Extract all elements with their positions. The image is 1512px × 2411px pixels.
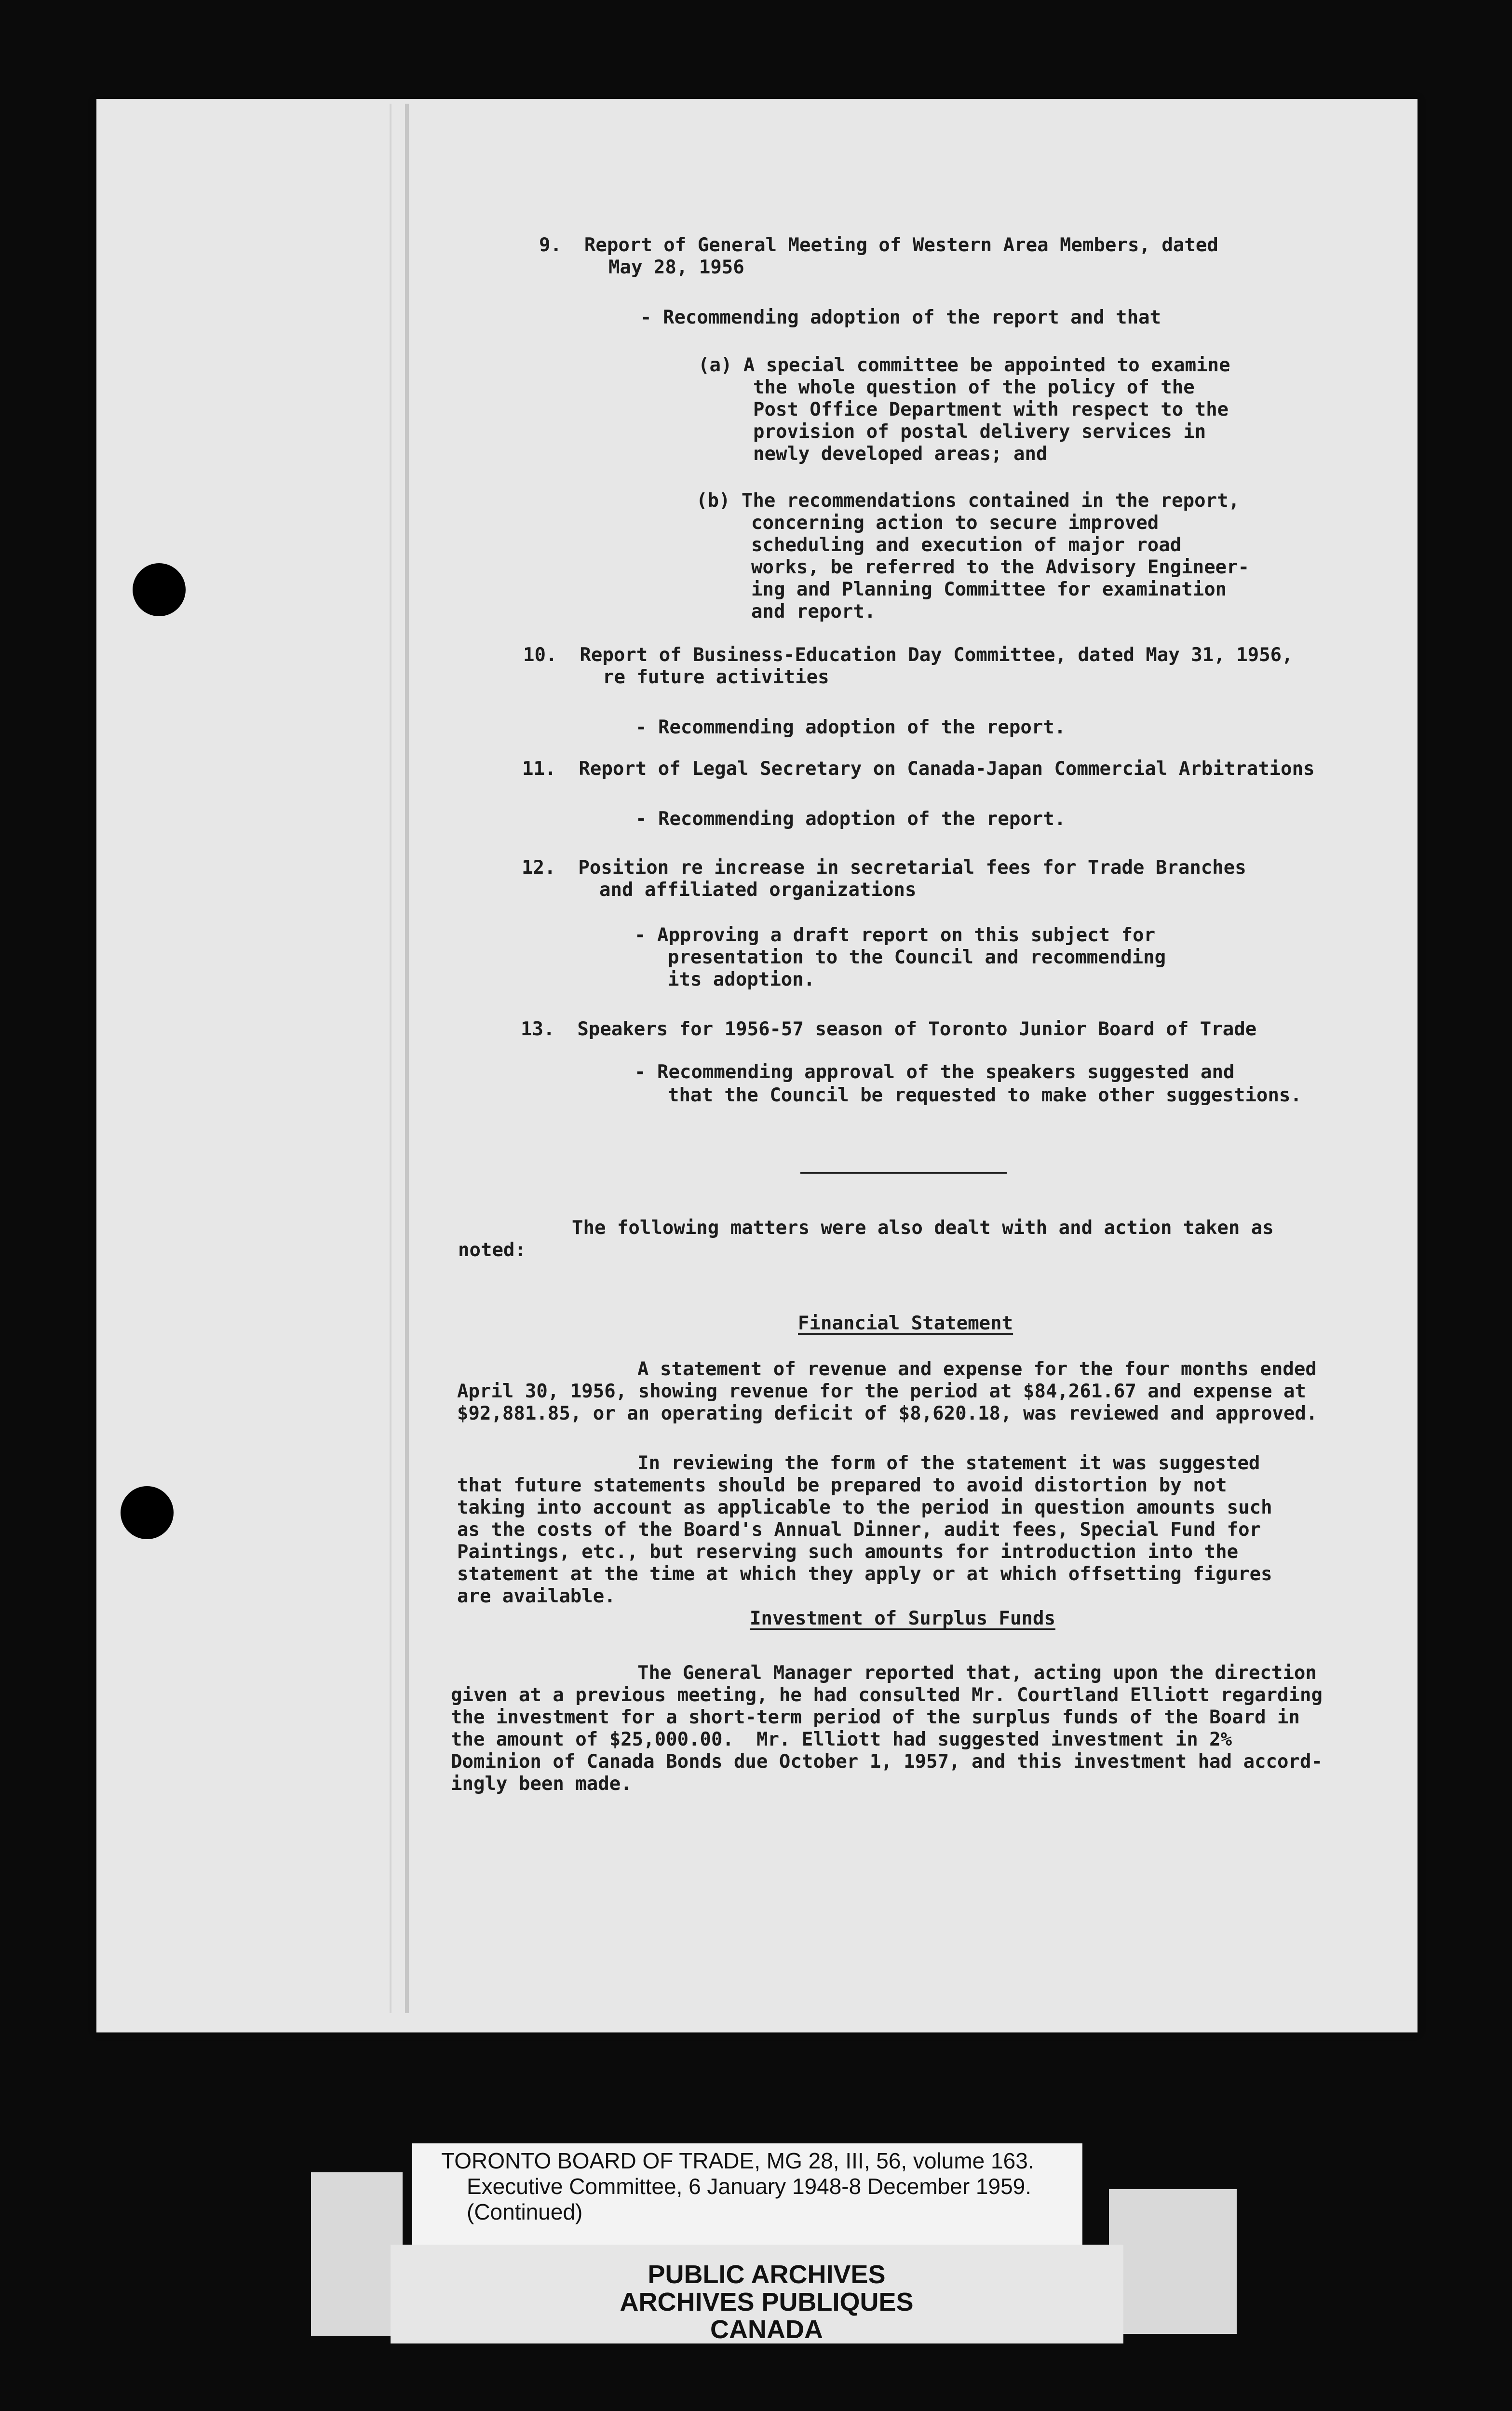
page-fold — [405, 104, 409, 2013]
item-13-rec-line1: - Recommending approval of the speakers suggested and — [634, 1061, 1235, 1083]
item-12-rec-line3: its adoption. — [668, 969, 815, 990]
item-13-title: 13. Speakers for 1956-57 season of Toronto Junior Board of Trade — [521, 1018, 1257, 1040]
item-9-a-line2: the whole question of the policy of the — [753, 377, 1195, 398]
archive-label-line2: Executive Committee, 6 January 1948-8 December 1959. — [467, 2174, 1032, 2199]
section-divider — [800, 1172, 1007, 1174]
item-10-title: 10. Report of Business-Education Day Committee, dated May 31, 1956, — [523, 644, 1293, 666]
item-11-recommendation: - Recommending adoption of the report. — [635, 808, 1066, 830]
archive-stamp-line3: CANADA — [710, 2315, 823, 2344]
item-9-b-line1: (b) The recommendations contained in the report, — [696, 490, 1240, 512]
item-9-b-line6: and report. — [751, 601, 876, 623]
punch-hole-bottom — [121, 1486, 174, 1539]
item-9-a-line3: Post Office Department with respect to the — [753, 399, 1229, 420]
item-9-a-line5: newly developed areas; and — [753, 443, 1048, 465]
item-9-b-line4: works, be referred to the Advisory Engineer- — [751, 556, 1250, 578]
investment-heading: Investment of Surplus Funds — [750, 1608, 1055, 1629]
item-12-rec-line1: - Approving a draft report on this subject for — [634, 924, 1156, 946]
intro-line2: noted: — [458, 1239, 526, 1261]
investment-line1: The General Manager reported that, acting upon the direction — [637, 1662, 1317, 1684]
intro-line1: The following matters were also dealt with and action taken as — [572, 1217, 1274, 1239]
financial-p2-line4: as the costs of the Board's Annual Dinner, audit fees, Special Fund for — [457, 1519, 1261, 1541]
financial-p1-line3: $92,881.85, or an operating deficit of $8,620.18, was reviewed and approved. — [457, 1403, 1318, 1424]
item-12-rec-line2: presentation to the Council and recommending — [668, 947, 1166, 968]
item-9-recommendation: - Recommending adoption of the report and that — [640, 307, 1161, 328]
item-9-b-line3: scheduling and execution of major road — [751, 534, 1182, 556]
financial-p2-line7: are available. — [457, 1585, 616, 1607]
financial-p2-line1: In reviewing the form of the statement it was suggested — [637, 1452, 1260, 1474]
item-9-title: 9. Report of General Meeting of Western Area Members, dated — [539, 234, 1218, 256]
item-10-recommendation: - Recommending adoption of the report. — [635, 717, 1066, 738]
financial-p2-line3: taking into account as applicable to the period in question amounts such — [457, 1497, 1272, 1518]
item-9-a-line1: (a) A special committee be appointed to examine — [698, 354, 1230, 376]
investment-line6: ingly been made. — [451, 1773, 632, 1795]
financial-p1-line2: April 30, 1956, showing revenue for the period at $84,261.67 and expense at — [457, 1381, 1306, 1402]
item-10-title-cont: re future activities — [603, 666, 829, 688]
archive-stamp-line2: ARCHIVES PUBLIQUES — [620, 2288, 914, 2316]
archive-label-line1: TORONTO BOARD OF TRADE, MG 28, III, 56, volume 163. — [441, 2148, 1034, 2173]
investment-line3: the investment for a short-term period of the surplus funds of the Board in — [451, 1707, 1300, 1728]
item-9-title-cont: May 28, 1956 — [608, 257, 744, 278]
financial-heading: Financial Statement — [798, 1313, 1013, 1334]
archive-label-line3: (Continued) — [467, 2199, 583, 2224]
item-13-rec-line2: that the Council be requested to make other suggestions. — [668, 1084, 1302, 1106]
financial-p2-line5: Paintings, etc., but reserving such amounts for introduction into the — [457, 1541, 1239, 1563]
item-12-title-cont: and affiliated organizations — [599, 879, 917, 901]
archive-tag-right-tab — [1109, 2189, 1237, 2334]
page-fold-shadow — [390, 104, 392, 2013]
item-9-a-line4: provision of postal delivery services in — [753, 421, 1206, 443]
financial-p2-line6: statement at the time at which they apply or at which offsetting figures — [457, 1563, 1272, 1585]
financial-p2-line2: that future statements should be prepared to avoid distortion by not — [457, 1475, 1227, 1496]
item-12-title: 12. Position re increase in secretarial fees for Trade Branches — [522, 857, 1246, 879]
archive-tag-left-tab — [311, 2172, 403, 2336]
financial-p1-line1: A statement of revenue and expense for the four months ended — [637, 1358, 1317, 1380]
item-9-b-line2: concerning action to secure improved — [751, 512, 1159, 534]
investment-line2: given at a previous meeting, he had consulted Mr. Courtland Elliott regarding — [451, 1684, 1323, 1706]
punch-hole-top — [133, 563, 186, 616]
archive-stamp-line1: PUBLIC ARCHIVES — [648, 2260, 886, 2289]
investment-line4: the amount of $25,000.00. Mr. Elliott had suggested investment in 2% — [451, 1729, 1232, 1750]
item-9-b-line5: ing and Planning Committee for examination — [751, 579, 1227, 600]
investment-line5: Dominion of Canada Bonds due October 1, 1957, and this investment had accord- — [451, 1751, 1323, 1773]
item-11-title: 11. Report of Legal Secretary on Canada-Japan Commercial Arbitrations — [522, 758, 1315, 780]
